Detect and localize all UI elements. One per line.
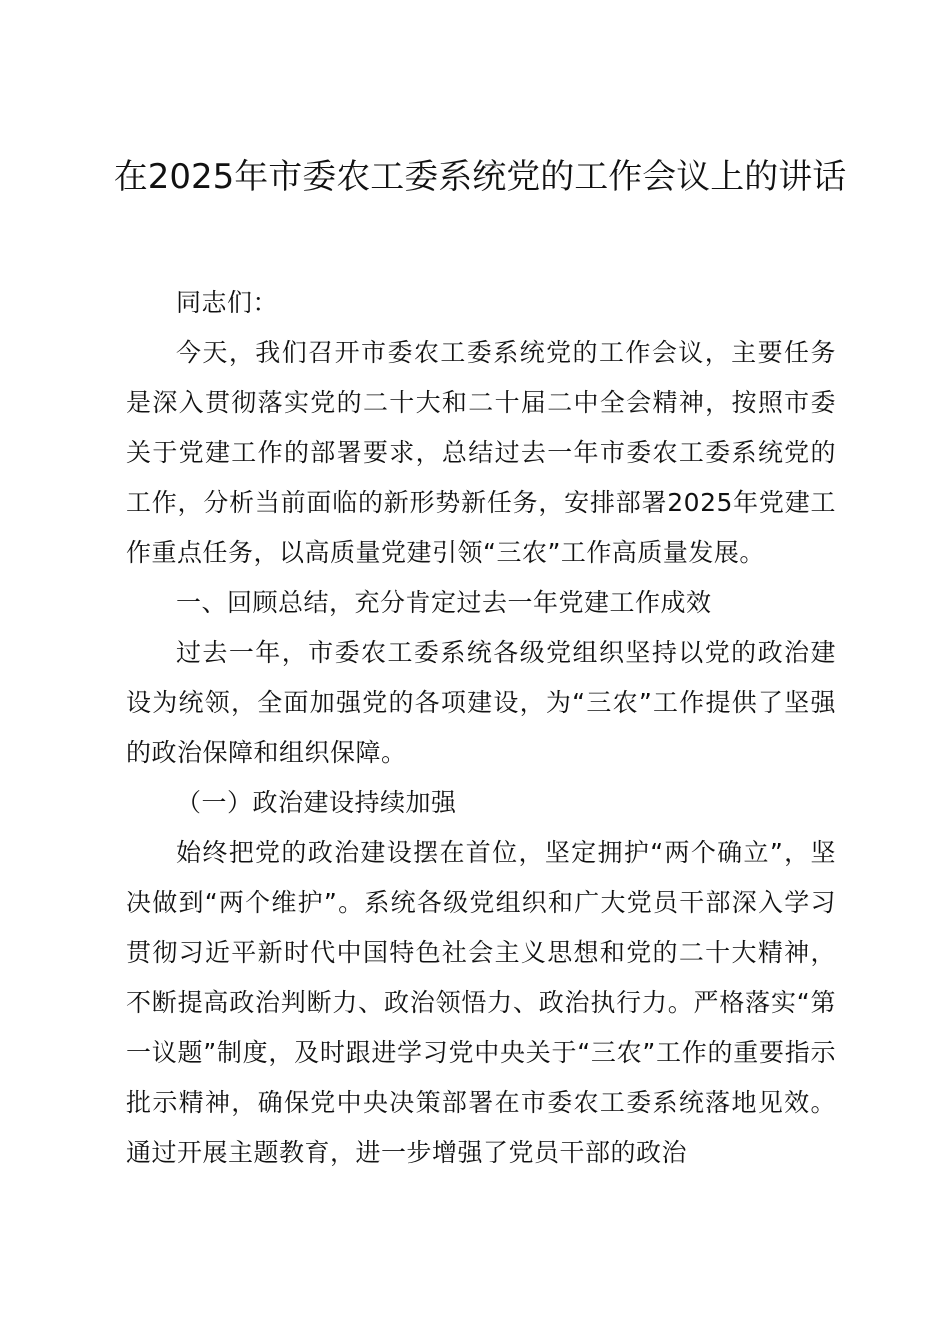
document-body xyxy=(126,278,836,1178)
paragraph-intro: 今天，我们召开市委农工委系统党的工作会议，主要任务是深入贯彻落实党的二十大和二十届二中全会精神，按照市委关于党建工作的部署要求，总结过去一年市委农工委系统党的工作，分析当前面临的新形势新任务，安排部署2025年党建工作重点任务，以高质量党建引领“三农”工作高质量发展。 xyxy=(126,338,836,567)
document-title: 在2025年市委农工委系统党的工作会议上的讲话 xyxy=(113,157,847,197)
paragraph-political-building: 始终把党的政治建设摆在首位，坚定拥护“两个确立”，坚决做到“两个维护”。系统各级党组织和广大党员干部深入学习贯彻习近平新时代中国特色社会主义思想和党的二十大精神，不断提高政治判断力、政治领悟力、政治执行力。严格落实“第一议题”制度，及时跟进学习党中央关于“三农”工作的重要指示批示精神，确保党中央决策部署在市委农工委系统落地见效。通过开展主题教育，进一步增强了党员干部的政治 xyxy=(126,838,836,1167)
subsection-heading-1: （一）政治建设持续加强 xyxy=(176,788,457,817)
salutation: 同志们： xyxy=(176,288,279,317)
section-heading-1: 一、回顾总结，充分肯定过去一年党建工作成效 xyxy=(176,588,712,617)
paragraph-review: 过去一年，市委农工委系统各级党组织坚持以党的政治建设为统领，全面加强党的各项建设，为“三农”工作提供了坚强的政治保障和组织保障。 xyxy=(126,638,836,767)
